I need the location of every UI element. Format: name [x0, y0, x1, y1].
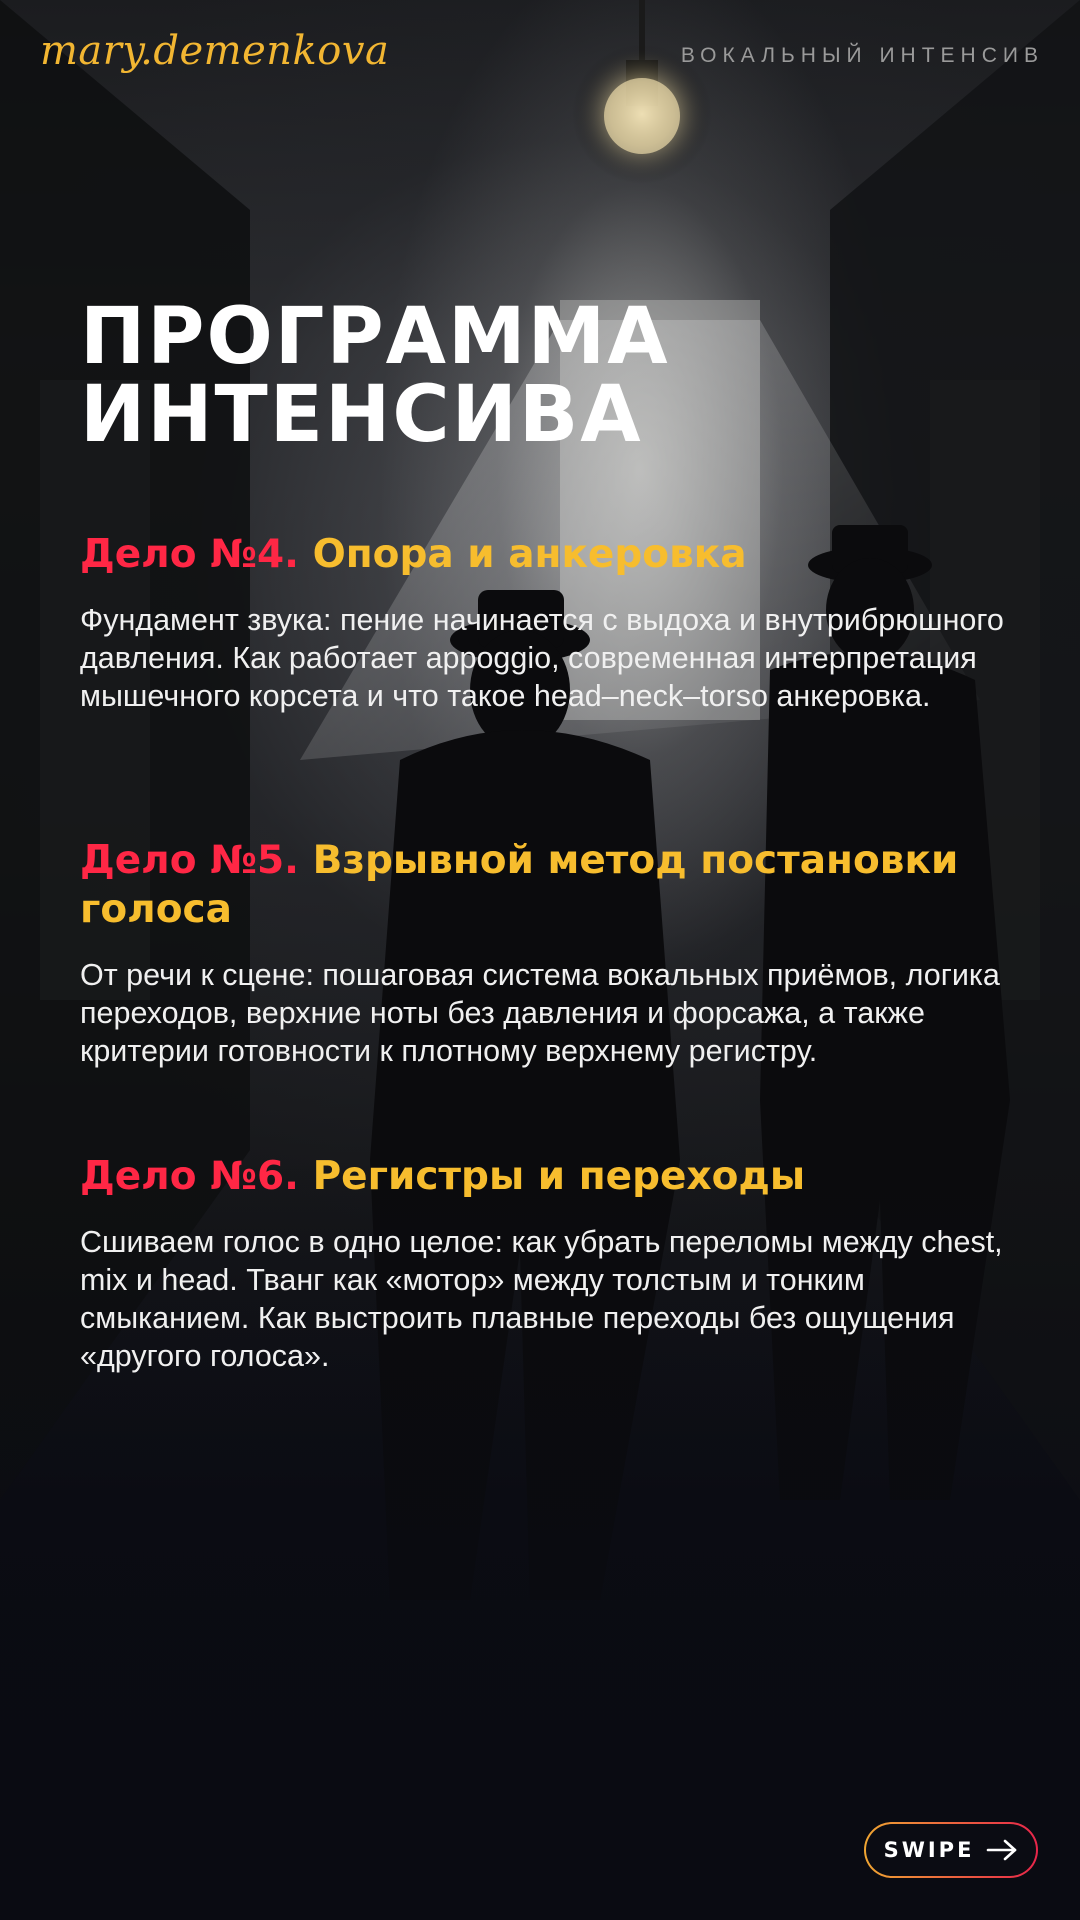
section-title: [80, 530, 1010, 579]
section-title: [80, 1152, 1010, 1201]
section-title: [80, 836, 1010, 934]
brand-logo: mary.demenkova: [40, 28, 390, 74]
swipe-label: SWIPE: [883, 1838, 975, 1862]
case-number: Дело №6.: [80, 1154, 299, 1199]
section-description: Фундамент звука: пение начинается с выдоха и внутрибрюшного давления. Как работает appoggio, современная интерпретация мышечного корсета и что такое head–neck–torso анкеровка.: [80, 603, 1004, 713]
page-title-line-2: ИНТЕНСИВА: [80, 370, 643, 460]
program-section-6: [80, 1152, 1010, 1375]
page-title-line-1: ПРОГРАММА: [80, 292, 670, 382]
section-description: От речи к сцене: пошаговая система вокальных приёмов, логика переходов, верхние ноты без давления и форсажа, а также критерии готовности к плотному верхнему регистру.: [80, 958, 1000, 1068]
case-number: Дело №4.: [80, 532, 299, 577]
swipe-button[interactable]: [864, 1822, 1038, 1878]
page-title: [80, 292, 980, 460]
case-name: Взрывной метод постановки голоса: [80, 838, 959, 932]
case-name: Опора и анкеровка: [312, 532, 747, 577]
section-description: Сшиваем голос в одно целое: как убрать переломы между chest, mix и head. Тванг как «мотор» между толстым и тонким смыканием. Как выстроить плавные переходы без ощущения «другого голоса».: [80, 1225, 1003, 1373]
case-number: Дело №5.: [80, 838, 299, 883]
header-tagline: ВОКАЛЬНЫЙ ИНТЕНСИВ: [680, 44, 1044, 67]
arrow-right-icon: [986, 1839, 1018, 1861]
program-section-4: [80, 530, 1010, 715]
case-name: Регистры и переходы: [312, 1154, 806, 1199]
program-section-5: [80, 836, 1010, 1070]
